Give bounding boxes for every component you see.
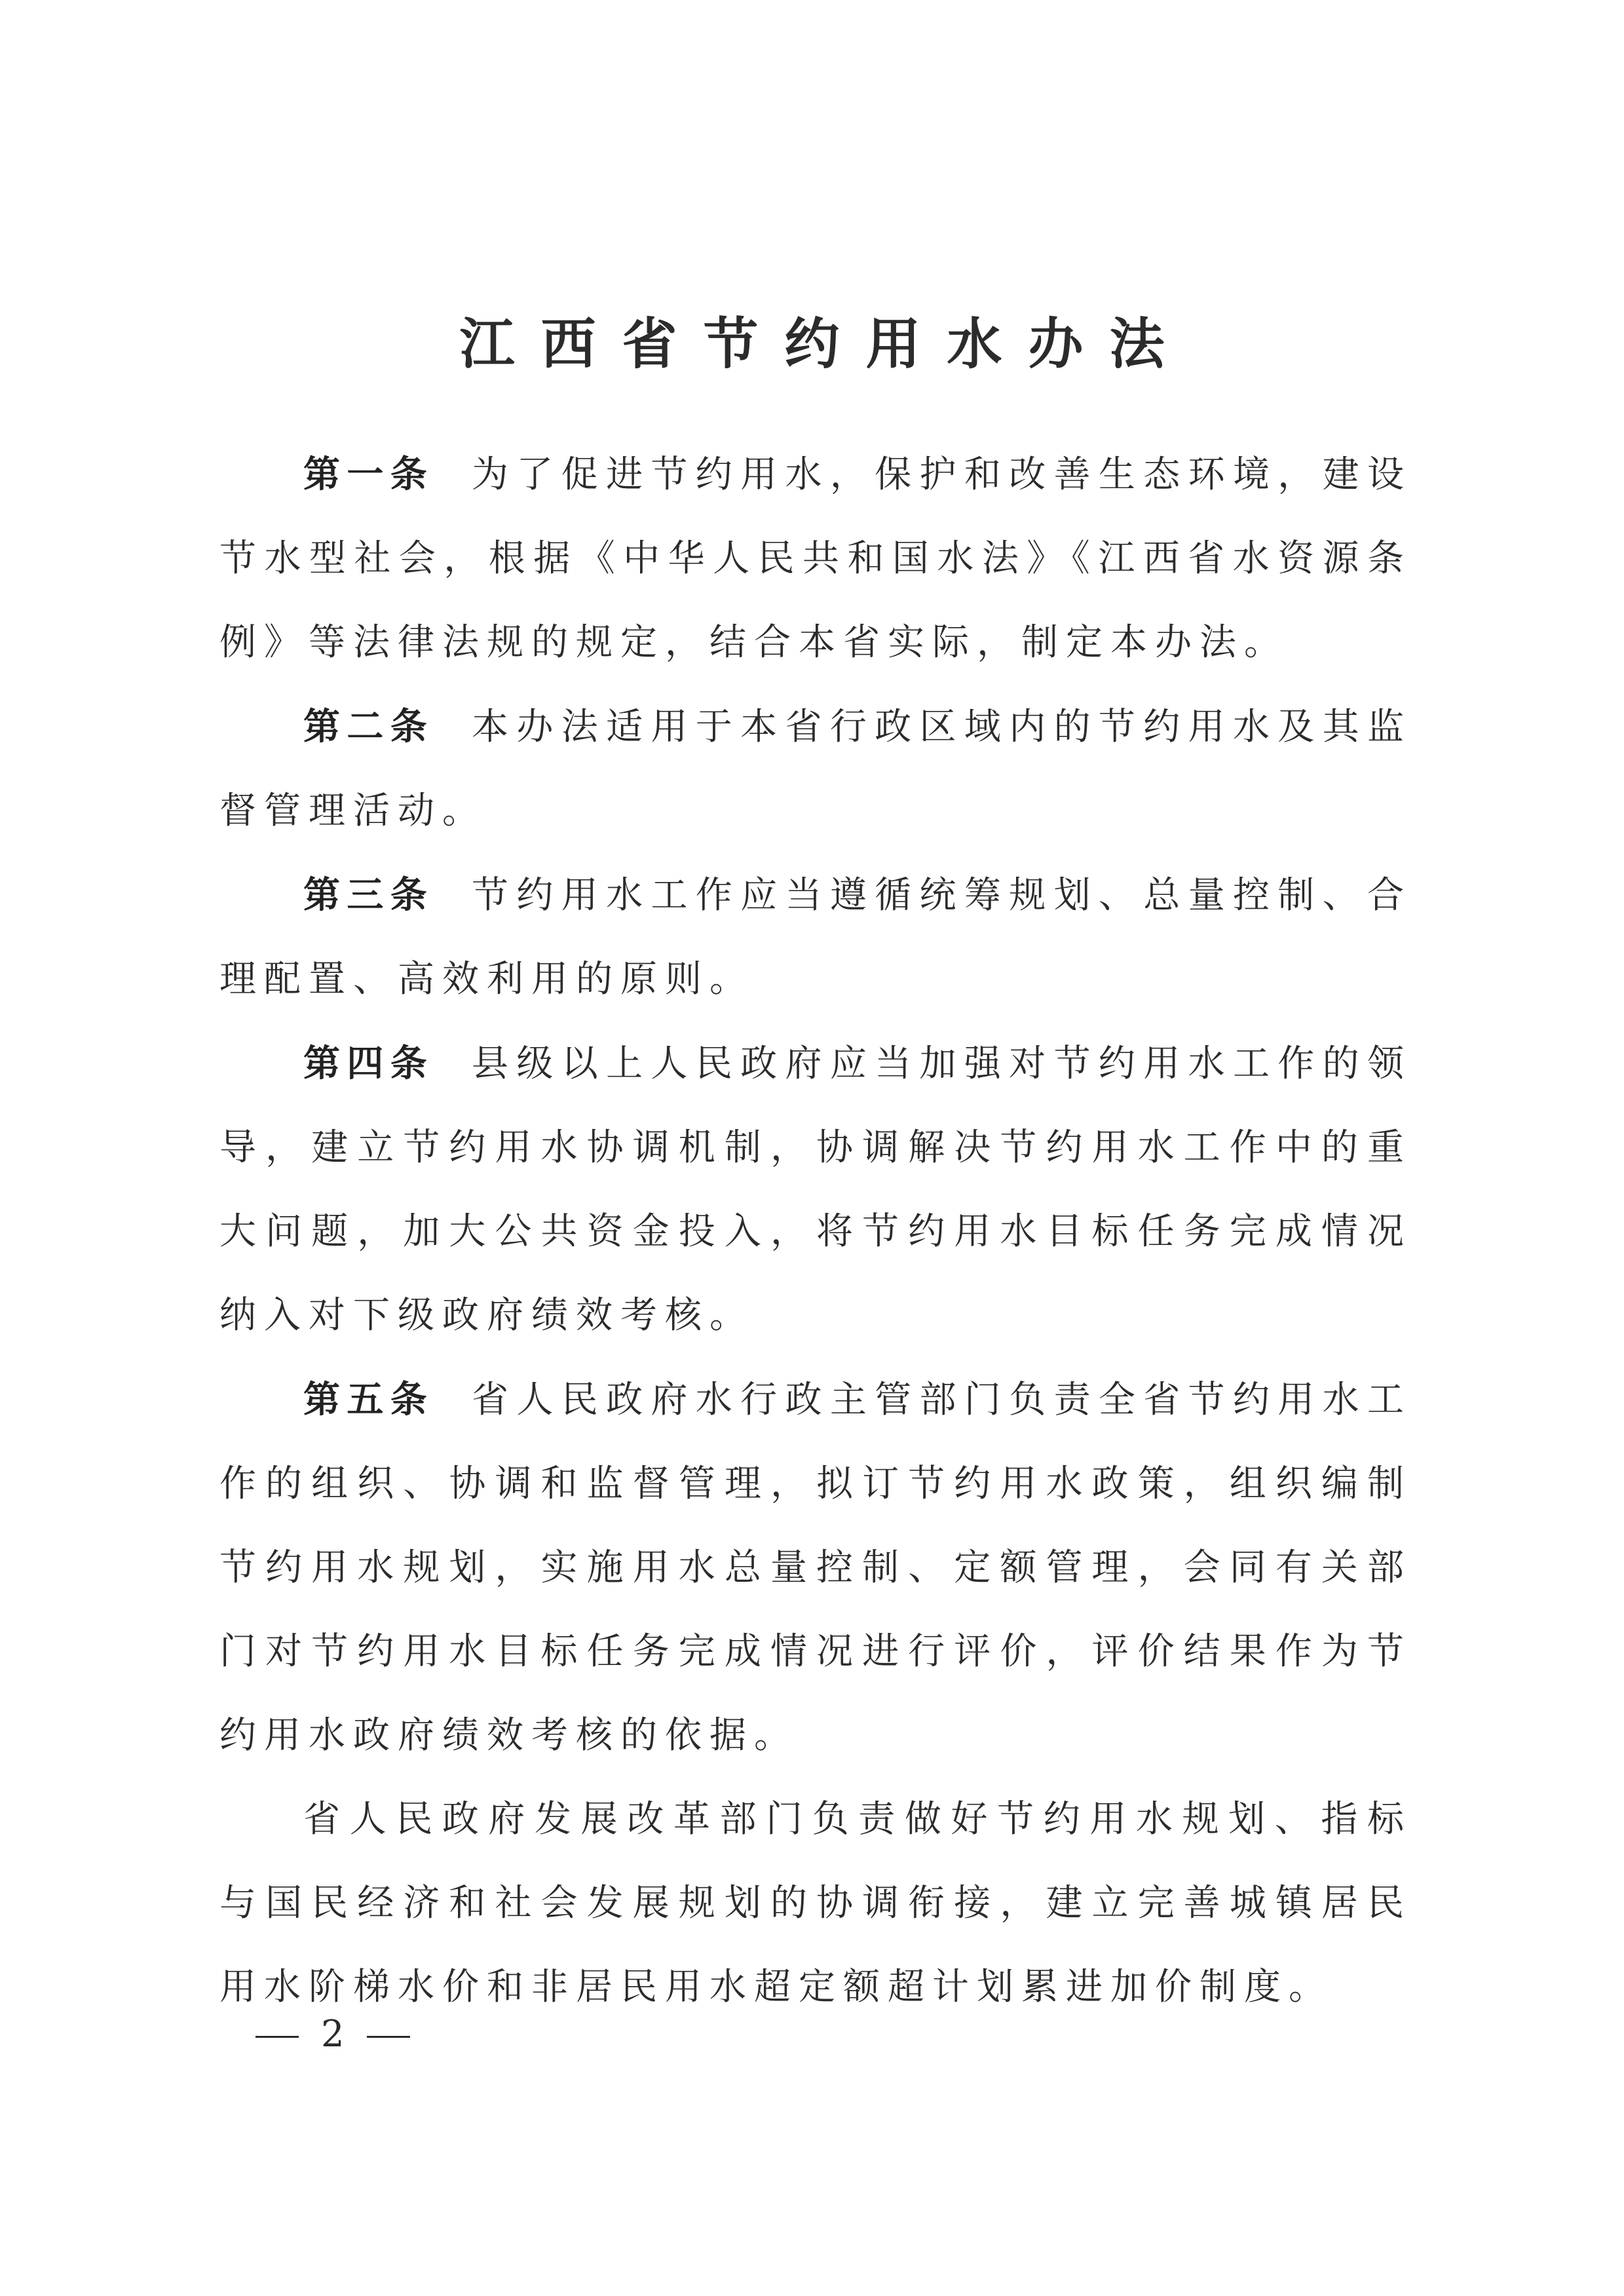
- article-text: 本办法适用于本省行政区域内的节约用水及其监督管理活动。: [219, 706, 1412, 832]
- article-text: 节约用水工作应当遵循统筹规划、总量控制、合理配置、高效利用的原则。: [219, 874, 1412, 1001]
- continuation-paragraph: [219, 1778, 1412, 2029]
- article-paragraph: [219, 1358, 1412, 1778]
- article-number: 第五条: [303, 1378, 434, 1421]
- page-number-dash-left: [255, 2036, 299, 2038]
- document-title: 江西省节约用水办法: [459, 311, 1191, 376]
- article-paragraph: [219, 853, 1412, 1022]
- paragraph-text: 省人民政府发展改革部门负责做好节约用水规划、指标与国民经济和社会发展规划的协调衔接，建立完善城镇居民用水阶梯水价和非居民用水超定额超计划累进加价制度。: [219, 1798, 1412, 2008]
- article-text: 省人民政府水行政主管部门负责全省节约用水工作的组织、协调和监督管理，拟订节约用水政策，组织编制节约用水规划，实施用水总量控制、定额管理，会同有关部门对节约用水目标任务完成情况进行评价，评价结果作为节约用水政府绩效考核的依据。: [219, 1379, 1412, 1757]
- article-number: 第四条: [303, 1042, 434, 1085]
- article-text: 为了促进节约用水，保护和改善生态环境，建设节水型社会，根据《中华人民共和国水法》《江西省水资源条例》等法律法规的规定，结合本省实际，制定本办法。: [219, 453, 1412, 664]
- page-number-dash-right: [367, 2036, 410, 2038]
- page-number-value: 2: [321, 2013, 345, 2056]
- article-number: 第一条: [303, 453, 434, 496]
- article-number: 第三条: [303, 873, 434, 917]
- article-number: 第二条: [303, 705, 434, 748]
- page-number: [255, 2008, 410, 2061]
- article-paragraph: [219, 432, 1412, 685]
- article-paragraph: [219, 1022, 1412, 1358]
- document-body: [219, 432, 1412, 2029]
- article-paragraph: [219, 685, 1412, 853]
- article-text: 县级以上人民政府应当加强对节约用水工作的领导，建立节约用水协调机制，协调解决节约用水工作中的重大问题，加大公共资金投入，将节约用水目标任务完成情况纳入对下级政府绩效考核。: [219, 1043, 1412, 1337]
